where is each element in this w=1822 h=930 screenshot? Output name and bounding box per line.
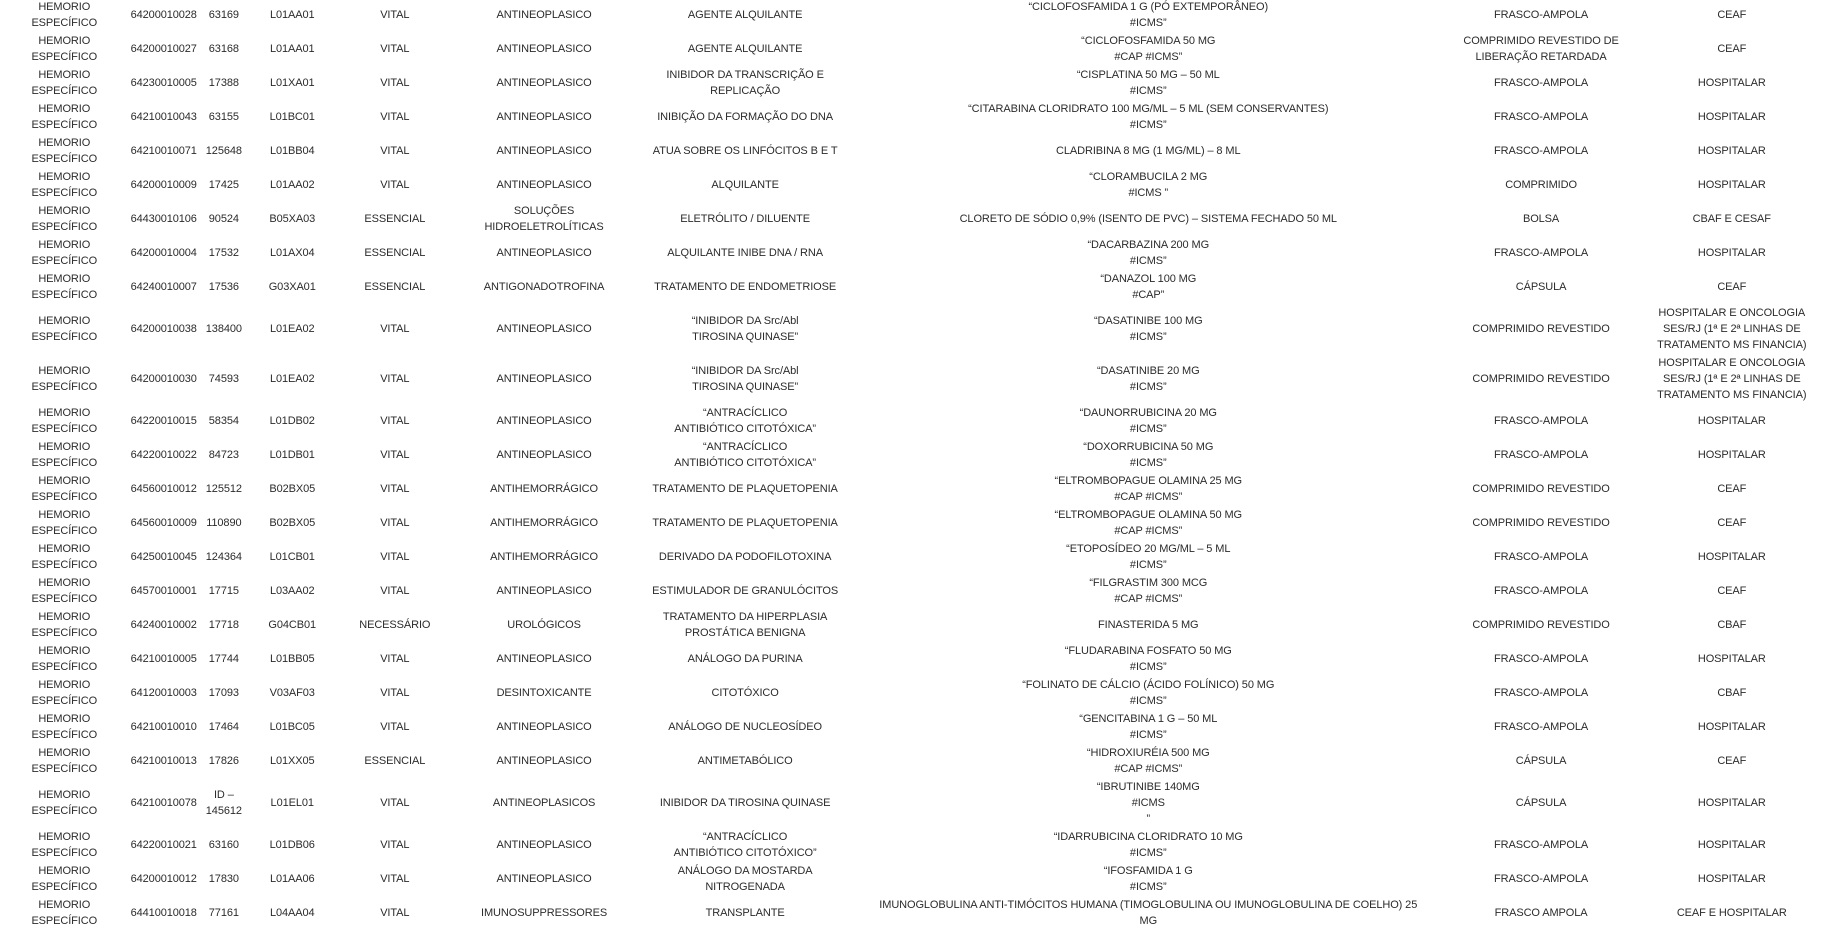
cell-unit: HEMORIO ESPECÍFICO xyxy=(31,1,98,29)
cell-atc-code: B02BX05 xyxy=(269,517,316,529)
cell-item-id: 63160 xyxy=(208,839,239,851)
cell-material-code: 64240010002 xyxy=(130,619,197,631)
cell-presentation: FRASCO AMPOLA xyxy=(1494,907,1588,919)
cell-pharmacological-action: AGENTE ALQUILANTE xyxy=(687,9,803,21)
cell-pharmacological-action: “INIBIDOR DA Src/Abl TIROSINA QUINASE” xyxy=(691,365,799,393)
cell-atc-code: L01BB04 xyxy=(269,145,315,157)
cell-unit: HEMORIO ESPECÍFICO xyxy=(31,171,98,199)
cell-description: “CLORAMBUCILA 2 MG #ICMS ” xyxy=(1089,171,1208,199)
cell-classification: ESSENCIAL xyxy=(364,755,426,767)
cell-item-id: 77161 xyxy=(208,907,239,919)
cell-atc-code: B05XA03 xyxy=(269,213,316,225)
cell-therapeutic-group: SOLUÇÕES HIDROELETROLÍTICAS xyxy=(484,205,604,233)
table-row xyxy=(0,168,1822,202)
cell-description: CLORETO DE SÓDIO 0,9% (ISENTO DE PVC) – SISTEMA FECHADO 50 ML xyxy=(959,213,1337,225)
cell-presentation: COMPRIMIDO REVESTIDO xyxy=(1472,517,1610,529)
table-row xyxy=(0,304,1822,354)
cell-material-code: 64210010010 xyxy=(130,721,197,733)
cell-atc-code: L01DB01 xyxy=(269,449,315,461)
cell-therapeutic-group: ANTINEOPLASICO xyxy=(496,585,592,597)
cell-therapeutic-group: ANTINEOPLASICO xyxy=(496,77,592,89)
table-row xyxy=(0,236,1822,270)
cell-therapeutic-group: ANTINEOPLASICO xyxy=(496,247,592,259)
cell-therapeutic-group: ANTIHEMORRÁGICO xyxy=(490,551,598,563)
table-row xyxy=(0,642,1822,676)
cell-atc-code: L01BB05 xyxy=(269,653,315,665)
cell-unit: HEMORIO ESPECÍFICO xyxy=(31,407,98,435)
cell-material-code: 64210010078 xyxy=(130,797,197,809)
cell-classification: VITAL xyxy=(380,373,410,385)
cell-material-code: 64200010030 xyxy=(130,373,197,385)
cell-item-id: 63168 xyxy=(208,43,239,55)
table-row xyxy=(0,32,1822,66)
cell-unit: HEMORIO ESPECÍFICO xyxy=(31,441,98,469)
cell-therapeutic-group: ANTINEOPLASICO xyxy=(496,415,592,427)
cell-classification: VITAL xyxy=(380,839,410,851)
cell-item-id: 124364 xyxy=(205,551,242,563)
cell-classification: ESSENCIAL xyxy=(364,213,426,225)
cell-program: HOSPITALAR xyxy=(1697,839,1766,851)
cell-classification: VITAL xyxy=(380,145,410,157)
table-row xyxy=(0,472,1822,506)
cell-presentation: FRASCO-AMPOLA xyxy=(1494,9,1589,21)
cell-pharmacological-action: TRATAMENTO DE ENDOMETRIOSE xyxy=(654,281,837,293)
cell-description: “CICLOFOSFAMIDA 50 MG #CAP #ICMS” xyxy=(1081,35,1216,63)
cell-unit: HEMORIO ESPECÍFICO xyxy=(31,831,98,859)
cell-atc-code: L01DB06 xyxy=(269,839,315,851)
cell-presentation: FRASCO-AMPOLA xyxy=(1494,585,1589,597)
cell-program: CEAF E HOSPITALAR xyxy=(1676,907,1787,919)
cell-description: “DACARBAZINA 200 MG #ICMS” xyxy=(1087,239,1210,267)
cell-classification: ESSENCIAL xyxy=(364,281,426,293)
cell-material-code: 64410010018 xyxy=(130,907,197,919)
cell-pharmacological-action: “ANTRACÍCLICO ANTIBIÓTICO CITOTÓXICO” xyxy=(673,831,817,859)
cell-presentation: FRASCO-AMPOLA xyxy=(1494,551,1589,563)
cell-item-id: 63155 xyxy=(208,111,239,123)
table-row xyxy=(0,778,1822,828)
cell-description: “ELTROMBOPAGUE OLAMINA 50 MG #CAP #ICMS” xyxy=(1054,509,1243,537)
cell-atc-code: L04AA04 xyxy=(269,907,315,919)
cell-description: “CICLOFOSFAMIDA 1 G (PÓ EXTEMPORÂNEO) #ICMS” xyxy=(1028,1,1269,29)
cell-material-code: 64210010013 xyxy=(130,755,197,767)
table-row xyxy=(0,862,1822,896)
cell-presentation: BOLSA xyxy=(1522,213,1560,225)
table-row xyxy=(0,744,1822,778)
cell-material-code: 64210010005 xyxy=(130,653,197,665)
cell-item-id: 17532 xyxy=(208,247,239,259)
cell-material-code: 64200010009 xyxy=(130,179,197,191)
cell-classification: VITAL xyxy=(380,9,410,21)
cell-item-id: 58354 xyxy=(208,415,239,427)
cell-pharmacological-action: INIBIÇÃO DA FORMAÇÃO DO DNA xyxy=(657,111,833,123)
cell-material-code: 64570010001 xyxy=(130,585,197,597)
cell-unit: HEMORIO ESPECÍFICO xyxy=(31,69,98,97)
cell-atc-code: L03AA02 xyxy=(269,585,315,597)
table-row xyxy=(0,710,1822,744)
cell-therapeutic-group: ANTIHEMORRÁGICO xyxy=(490,517,598,529)
cell-pharmacological-action: ESTIMULADOR DE GRANULÓCITOS xyxy=(652,585,839,597)
cell-description: “FLUDARABINA FOSFATO 50 MG #ICMS” xyxy=(1064,645,1232,673)
cell-program: HOSPITALAR xyxy=(1697,247,1766,259)
cell-unit: HEMORIO ESPECÍFICO xyxy=(31,865,98,893)
cell-program: CEAF xyxy=(1717,517,1747,529)
cell-material-code: 64200010004 xyxy=(130,247,197,259)
cell-presentation: COMPRIMIDO REVESTIDO DE LIBERAÇÃO RETARDADA xyxy=(1463,35,1619,63)
cell-material-code: 64120010003 xyxy=(130,687,197,699)
cell-unit: HEMORIO ESPECÍFICO xyxy=(31,747,98,775)
cell-atc-code: L01EL01 xyxy=(270,797,314,809)
cell-unit: HEMORIO ESPECÍFICO xyxy=(31,509,98,537)
cell-item-id: 17536 xyxy=(208,281,239,293)
cell-item-id: 17425 xyxy=(208,179,239,191)
cell-description: “FOLINATO DE CÁLCIO (ÁCIDO FOLÍNICO) 50 MG #ICMS” xyxy=(1022,679,1275,707)
cell-unit: HEMORIO ESPECÍFICO xyxy=(31,475,98,503)
cell-description: “IFOSFAMIDA 1 G #ICMS” xyxy=(1103,865,1193,893)
cell-pharmacological-action: ELETRÓLITO / DILUENTE xyxy=(680,213,810,225)
cell-unit: HEMORIO ESPECÍFICO xyxy=(31,365,98,393)
cell-pharmacological-action: ALQUILANTE xyxy=(711,179,779,191)
cell-material-code: 64200010028 xyxy=(130,9,197,21)
cell-therapeutic-group: IMUNOSUPPRESSORES xyxy=(481,907,608,919)
cell-classification: VITAL xyxy=(380,653,410,665)
cell-therapeutic-group: ANTINEOPLASICO xyxy=(496,43,592,55)
cell-atc-code: V03AF03 xyxy=(269,687,315,699)
cell-therapeutic-group: DESINTOXICANTE xyxy=(496,687,592,699)
table-row xyxy=(0,354,1822,404)
cell-item-id: 17715 xyxy=(208,585,239,597)
cell-description: “DOXORRUBICINA 50 MG #ICMS” xyxy=(1083,441,1214,469)
table-row xyxy=(0,270,1822,304)
cell-therapeutic-group: ANTINEOPLASICO xyxy=(496,721,592,733)
cell-presentation: FRASCO-AMPOLA xyxy=(1494,145,1589,157)
table-row xyxy=(0,540,1822,574)
cell-atc-code: L01XX05 xyxy=(269,755,315,767)
cell-pharmacological-action: “INIBIDOR DA Src/Abl TIROSINA QUINASE” xyxy=(691,315,799,343)
cell-classification: VITAL xyxy=(380,721,410,733)
cell-pharmacological-action: “ANTRACÍCLICO ANTIBIÓTICO CITOTÓXICA” xyxy=(674,407,816,435)
cell-description: “CISPLATINA 50 MG – 50 ML #ICMS” xyxy=(1076,69,1220,97)
cell-program: CEAF xyxy=(1717,483,1747,495)
cell-classification: VITAL xyxy=(380,687,410,699)
cell-atc-code: G04CB01 xyxy=(268,619,317,631)
cell-program: HOSPITALAR xyxy=(1697,111,1766,123)
cell-program: HOSPITALAR E ONCOLOGIA SES/RJ (1ª E 2ª LINHAS DE TRATAMENTO MS FINANCIA) xyxy=(1657,307,1807,351)
cell-item-id: 125648 xyxy=(205,145,242,157)
cell-therapeutic-group: ANTINEOPLASICO xyxy=(496,145,592,157)
cell-item-id: 17718 xyxy=(208,619,239,631)
cell-material-code: 64430010106 xyxy=(130,213,197,225)
cell-material-code: 64560010009 xyxy=(130,517,197,529)
cell-description: “DANAZOL 100 MG #CAP” xyxy=(1100,273,1197,301)
cell-classification: VITAL xyxy=(380,111,410,123)
cell-material-code: 64230010005 xyxy=(130,77,197,89)
cell-therapeutic-group: ANTINEOPLASICO xyxy=(496,873,592,885)
cell-program: HOSPITALAR xyxy=(1697,449,1766,461)
cell-therapeutic-group: ANTINEOPLASICO xyxy=(496,373,592,385)
cell-atc-code: L01AA01 xyxy=(269,9,315,21)
cell-item-id: ID – 145612 xyxy=(205,789,242,817)
table-row xyxy=(0,896,1822,930)
cell-description: “DASATINIBE 20 MG #ICMS” xyxy=(1096,365,1200,393)
table-row xyxy=(0,0,1822,32)
cell-therapeutic-group: ANTINEOPLASICO xyxy=(496,111,592,123)
cell-description: “CITARABINA CLORIDRATO 100 MG/ML – 5 ML (SEM CONSERVANTES) #ICMS” xyxy=(968,103,1329,131)
cell-therapeutic-group: ANTINEOPLASICOS xyxy=(492,797,596,809)
cell-therapeutic-group: ANTINEOPLASICO xyxy=(496,449,592,461)
cell-presentation: FRASCO-AMPOLA xyxy=(1494,839,1589,851)
cell-unit: HEMORIO ESPECÍFICO xyxy=(31,645,98,673)
table-row xyxy=(0,404,1822,438)
cell-presentation: COMPRIMIDO xyxy=(1505,179,1577,191)
cell-therapeutic-group: ANTIGONADOTROFINA xyxy=(483,281,605,293)
cell-therapeutic-group: ANTINEOPLASICO xyxy=(496,653,592,665)
cell-description: FINASTERIDA 5 MG xyxy=(1098,619,1199,631)
cell-classification: ESSENCIAL xyxy=(364,247,426,259)
cell-description: “FILGRASTIM 300 MCG #CAP #ICMS” xyxy=(1089,577,1208,605)
cell-presentation: COMPRIMIDO REVESTIDO xyxy=(1472,323,1610,335)
cell-item-id: 63169 xyxy=(208,9,239,21)
cell-description: “GENCITABINA 1 G – 50 ML #ICMS” xyxy=(1079,713,1218,741)
cell-unit: HEMORIO ESPECÍFICO xyxy=(31,789,98,817)
cell-material-code: 64220010022 xyxy=(130,449,197,461)
cell-unit: HEMORIO ESPECÍFICO xyxy=(31,577,98,605)
cell-program: CEAF xyxy=(1717,755,1747,767)
cell-atc-code: L01EA02 xyxy=(269,323,315,335)
cell-pharmacological-action: “ANTRACÍCLICO ANTIBIÓTICO CITOTÓXICA” xyxy=(674,441,816,469)
cell-presentation: CÁPSULA xyxy=(1515,755,1567,767)
cell-pharmacological-action: ATUA SOBRE OS LINFÓCITOS B E T xyxy=(652,145,838,157)
cell-therapeutic-group: ANTINEOPLASICO xyxy=(496,755,592,767)
cell-program: HOSPITALAR xyxy=(1697,77,1766,89)
cell-therapeutic-group: ANTIHEMORRÁGICO xyxy=(490,483,598,495)
cell-atc-code: G03XA01 xyxy=(268,281,316,293)
cell-item-id: 17464 xyxy=(208,721,239,733)
cell-item-id: 90524 xyxy=(208,213,239,225)
cell-program: CBAF xyxy=(1717,619,1747,631)
cell-atc-code: B02BX05 xyxy=(269,483,316,495)
cell-program: HOSPITALAR xyxy=(1697,797,1766,809)
cell-unit: HEMORIO ESPECÍFICO xyxy=(31,679,98,707)
cell-program: HOSPITALAR xyxy=(1697,551,1766,563)
cell-atc-code: L01AA02 xyxy=(269,179,315,191)
cell-therapeutic-group: ANTINEOPLASICO xyxy=(496,9,592,21)
cell-classification: VITAL xyxy=(380,43,410,55)
cell-classification: VITAL xyxy=(380,907,410,919)
cell-program: HOSPITALAR xyxy=(1697,179,1766,191)
table-row xyxy=(0,66,1822,100)
cell-atc-code: L01EA02 xyxy=(269,373,315,385)
table-row xyxy=(0,574,1822,608)
cell-atc-code: L01DB02 xyxy=(269,415,315,427)
table-row xyxy=(0,202,1822,236)
cell-pharmacological-action: TRATAMENTO DE PLAQUETOPENIA xyxy=(652,517,838,529)
cell-atc-code: L01BC05 xyxy=(269,721,315,733)
cell-material-code: 64220010015 xyxy=(130,415,197,427)
cell-pharmacological-action: INIBIDOR DA TRANSCRIÇÃO E REPLICAÇÃO xyxy=(666,69,824,97)
cell-classification: NECESSÁRIO xyxy=(359,619,431,631)
cell-material-code: 64200010012 xyxy=(130,873,197,885)
cell-item-id: 110890 xyxy=(206,517,242,529)
cell-item-id: 125512 xyxy=(205,483,242,495)
cell-item-id: 17093 xyxy=(208,687,239,699)
cell-item-id: 17744 xyxy=(208,653,239,665)
cell-pharmacological-action: ANÁLOGO DE NUCLEOSÍDEO xyxy=(668,721,822,733)
cell-presentation: FRASCO-AMPOLA xyxy=(1494,77,1589,89)
cell-classification: VITAL xyxy=(380,517,410,529)
cell-program: CBAF xyxy=(1717,687,1747,699)
cell-presentation: COMPRIMIDO REVESTIDO xyxy=(1472,373,1610,385)
cell-material-code: 64220010021 xyxy=(130,839,197,851)
cell-material-code: 64200010027 xyxy=(130,43,197,55)
cell-pharmacological-action: TRANSPLANTE xyxy=(705,907,785,919)
cell-description: “DASATINIBE 100 MG #ICMS” xyxy=(1093,315,1203,343)
cell-atc-code: L01CB01 xyxy=(269,551,315,563)
cell-program: CBAF E CESAF xyxy=(1692,213,1771,225)
cell-material-code: 64200010038 xyxy=(130,323,197,335)
table-row xyxy=(0,676,1822,710)
cell-pharmacological-action: TRATAMENTO DE PLAQUETOPENIA xyxy=(652,483,838,495)
cell-classification: VITAL xyxy=(380,797,410,809)
cell-unit: HEMORIO ESPECÍFICO xyxy=(31,713,98,741)
cell-unit: HEMORIO ESPECÍFICO xyxy=(31,611,98,639)
table-row xyxy=(0,438,1822,472)
cell-unit: HEMORIO ESPECÍFICO xyxy=(31,315,98,343)
cell-material-code: 64240010007 xyxy=(130,281,197,293)
cell-classification: VITAL xyxy=(380,585,410,597)
table-row xyxy=(0,828,1822,862)
cell-description: IMUNOGLOBULINA ANTI-TIMÓCITOS HUMANA (TIMOGLOBULINA OU IMUNOGLOBULINA DE COELHO) 25 MG xyxy=(879,899,1418,927)
cell-pharmacological-action: TRATAMENTO DA HIPERPLASIA PROSTÁTICA BENIGNA xyxy=(662,611,828,639)
cell-pharmacological-action: DERIVADO DA PODOFILOTOXINA xyxy=(658,551,832,563)
cell-pharmacological-action: ALQUILANTE INIBE DNA / RNA xyxy=(667,247,823,259)
table-row xyxy=(0,100,1822,134)
cell-program: CEAF xyxy=(1717,43,1747,55)
cell-program: HOSPITALAR E ONCOLOGIA SES/RJ (1ª E 2ª LINHAS DE TRATAMENTO MS FINANCIA) xyxy=(1657,357,1807,401)
cell-classification: VITAL xyxy=(380,323,410,335)
cell-presentation: COMPRIMIDO REVESTIDO xyxy=(1472,619,1610,631)
cell-material-code: 64560010012 xyxy=(130,483,197,495)
cell-pharmacological-action: INIBIDOR DA TIROSINA QUINASE xyxy=(659,797,831,809)
cell-description: “IBRUTINIBE 140MG #ICMS ” xyxy=(1096,781,1200,825)
cell-program: CEAF xyxy=(1717,281,1747,293)
cell-unit: HEMORIO ESPECÍFICO xyxy=(31,205,98,233)
cell-description: “ELTROMBOPAGUE OLAMINA 25 MG #CAP #ICMS” xyxy=(1054,475,1243,503)
cell-presentation: CÁPSULA xyxy=(1515,281,1567,293)
cell-unit: HEMORIO ESPECÍFICO xyxy=(31,899,98,927)
cell-program: HOSPITALAR xyxy=(1697,721,1766,733)
table-row xyxy=(0,608,1822,642)
cell-description: “IDARRUBICINA CLORIDRATO 10 MG #ICMS” xyxy=(1053,831,1243,859)
cell-presentation: FRASCO-AMPOLA xyxy=(1494,687,1589,699)
cell-therapeutic-group: ANTINEOPLASICO xyxy=(496,179,592,191)
cell-pharmacological-action: CITOTÓXICO xyxy=(711,687,779,699)
cell-program: HOSPITALAR xyxy=(1697,415,1766,427)
cell-program: HOSPITALAR xyxy=(1697,653,1766,665)
cell-item-id: 74593 xyxy=(208,373,239,385)
cell-unit: HEMORIO ESPECÍFICO xyxy=(31,543,98,571)
cell-presentation: FRASCO-AMPOLA xyxy=(1494,247,1589,259)
cell-item-id: 138400 xyxy=(205,323,242,335)
cell-unit: HEMORIO ESPECÍFICO xyxy=(31,103,98,131)
cell-presentation: COMPRIMIDO REVESTIDO xyxy=(1472,483,1610,495)
cell-pharmacological-action: ANÁLOGO DA MOSTARDA NITROGENADA xyxy=(677,865,813,893)
cell-classification: VITAL xyxy=(380,873,410,885)
cell-atc-code: L01AA06 xyxy=(269,873,315,885)
cell-description: “ETOPOSÍDEO 20 MG/ML – 5 ML #ICMS” xyxy=(1066,543,1231,571)
cell-unit: HEMORIO ESPECÍFICO xyxy=(31,239,98,267)
cell-item-id: 17826 xyxy=(208,755,239,767)
cell-classification: VITAL xyxy=(380,483,410,495)
cell-classification: VITAL xyxy=(380,77,410,89)
cell-atc-code: L01BC01 xyxy=(269,111,315,123)
cell-unit: HEMORIO ESPECÍFICO xyxy=(31,137,98,165)
cell-classification: VITAL xyxy=(380,551,410,563)
cell-unit: HEMORIO ESPECÍFICO xyxy=(31,273,98,301)
cell-presentation: FRASCO-AMPOLA xyxy=(1494,415,1589,427)
cell-program: CEAF xyxy=(1717,9,1747,21)
cell-presentation: FRASCO-AMPOLA xyxy=(1494,873,1589,885)
cell-material-code: 64250010045 xyxy=(130,551,197,563)
cell-description: CLADRIBINA 8 MG (1 MG/ML) – 8 ML xyxy=(1056,145,1241,157)
cell-pharmacological-action: AGENTE ALQUILANTE xyxy=(687,43,803,55)
cell-unit: HEMORIO ESPECÍFICO xyxy=(31,35,98,63)
cell-presentation: CÁPSULA xyxy=(1515,797,1567,809)
cell-presentation: FRASCO-AMPOLA xyxy=(1494,721,1589,733)
cell-atc-code: L01AX04 xyxy=(269,247,315,259)
table-row xyxy=(0,506,1822,540)
cell-atc-code: L01XA01 xyxy=(269,77,315,89)
cell-presentation: FRASCO-AMPOLA xyxy=(1494,111,1589,123)
cell-program: CEAF xyxy=(1717,585,1747,597)
cell-classification: VITAL xyxy=(380,415,410,427)
cell-atc-code: L01AA01 xyxy=(269,43,315,55)
cell-therapeutic-group: UROLÓGICOS xyxy=(507,619,581,631)
cell-presentation: FRASCO-AMPOLA xyxy=(1494,449,1589,461)
cell-therapeutic-group: ANTINEOPLASICO xyxy=(496,323,592,335)
cell-pharmacological-action: ANTIMETABÓLICO xyxy=(697,755,793,767)
cell-presentation: FRASCO-AMPOLA xyxy=(1494,653,1589,665)
cell-item-id: 17830 xyxy=(208,873,239,885)
cell-program: HOSPITALAR xyxy=(1697,145,1766,157)
table-row xyxy=(0,134,1822,168)
cell-classification: VITAL xyxy=(380,449,410,461)
cell-item-id: 84723 xyxy=(208,449,239,461)
cell-description: “HIDROXIURÉIA 500 MG #CAP #ICMS” xyxy=(1086,747,1210,775)
cell-program: HOSPITALAR xyxy=(1697,873,1766,885)
cell-description: “DAUNORRUBICINA 20 MG #ICMS” xyxy=(1079,407,1217,435)
cell-material-code: 64210010043 xyxy=(130,111,197,123)
cell-pharmacological-action: ANÁLOGO DA PURINA xyxy=(687,653,803,665)
cell-item-id: 17388 xyxy=(208,77,239,89)
cell-therapeutic-group: ANTINEOPLASICO xyxy=(496,839,592,851)
cell-material-code: 64210010071 xyxy=(130,145,197,157)
cell-classification: VITAL xyxy=(380,179,410,191)
